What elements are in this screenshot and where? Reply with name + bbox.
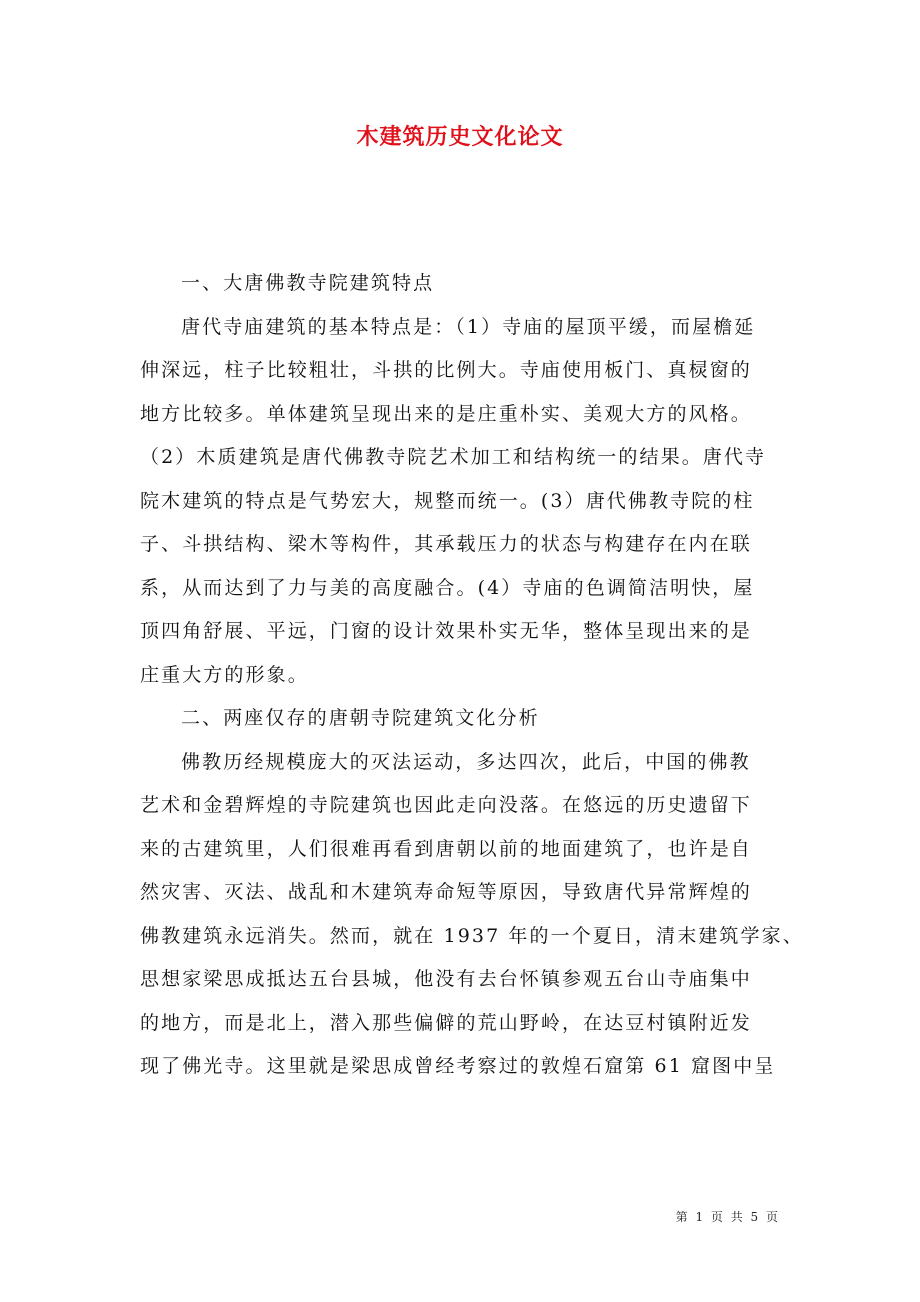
- text-line: （2）木质建筑是唐代佛教寺院艺术加工和结构统一的结果。唐代寺: [140, 446, 767, 468]
- text-line: 佛教建筑永远消失。然而，就在 1937 年的一个夏日，清末建筑学家、: [140, 924, 804, 947]
- text-line: 唐代寺庙建筑的基本特点是：（1）寺庙的屋顶平缓，而屋檐延: [181, 315, 756, 338]
- text-line: 艺术和金碧辉煌的寺院建筑也因此走向没落。在悠远的历史遗留下: [140, 794, 752, 816]
- text-line: 系，从而达到了力与美的高度融合。(4）寺庙的色调简洁明快，屋: [140, 576, 755, 599]
- text-line: 伸深远，柱子比较粗壮，斗拱的比例大。寺庙使用板门、真棂窗的: [140, 359, 752, 381]
- text-line: 庄重大方的形象。: [140, 663, 309, 686]
- document-body: [140, 262, 804, 1089]
- text-line: 子、斗拱结构、梁木等构件，其承载压力的状态与构建存在内在联: [140, 533, 752, 555]
- document-title: 木建筑历史文化论文: [356, 124, 564, 150]
- text-line: 地方比较多。单体建筑呈现出来的是庄重朴实、美观大方的风格。: [140, 402, 752, 425]
- text-line: 顶四角舒展、平远，门窗的设计效果朴实无华，整体呈现出来的是: [140, 620, 752, 642]
- page-number: 第 1 页 共 5 页: [675, 1210, 780, 1224]
- text-line: 佛教历经规模庞大的灭法运动，多达四次，此后，中国的佛教: [181, 750, 751, 773]
- text-line: 然灾害、灭法、战乱和木建筑寿命短等原因，导致唐代异常辉煌的: [140, 881, 752, 903]
- text-line: 的地方，而是北上，潜入那些偏僻的荒山野岭，在达豆村镇附近发: [140, 1011, 752, 1034]
- text-line: 二、两座仅存的唐朝寺院建筑文化分析: [181, 707, 540, 729]
- text-line: 现了佛光寺。这里就是梁思成曾经考察过的敦煌石窟第 61 窟图中呈: [140, 1055, 776, 1077]
- text-line: 思想家梁思成抵达五台县城，他没有去台怀镇参观五台山寺庙集中: [140, 968, 752, 990]
- text-line: 一、大唐佛教寺院建筑特点: [181, 272, 435, 294]
- text-line: 来的古建筑里，人们很难再看到唐朝以前的地面建筑了，也许是自: [140, 837, 752, 860]
- text-line: 院木建筑的特点是气势宏大，规整而统一。(3）唐代佛教寺院的柱: [140, 489, 755, 512]
